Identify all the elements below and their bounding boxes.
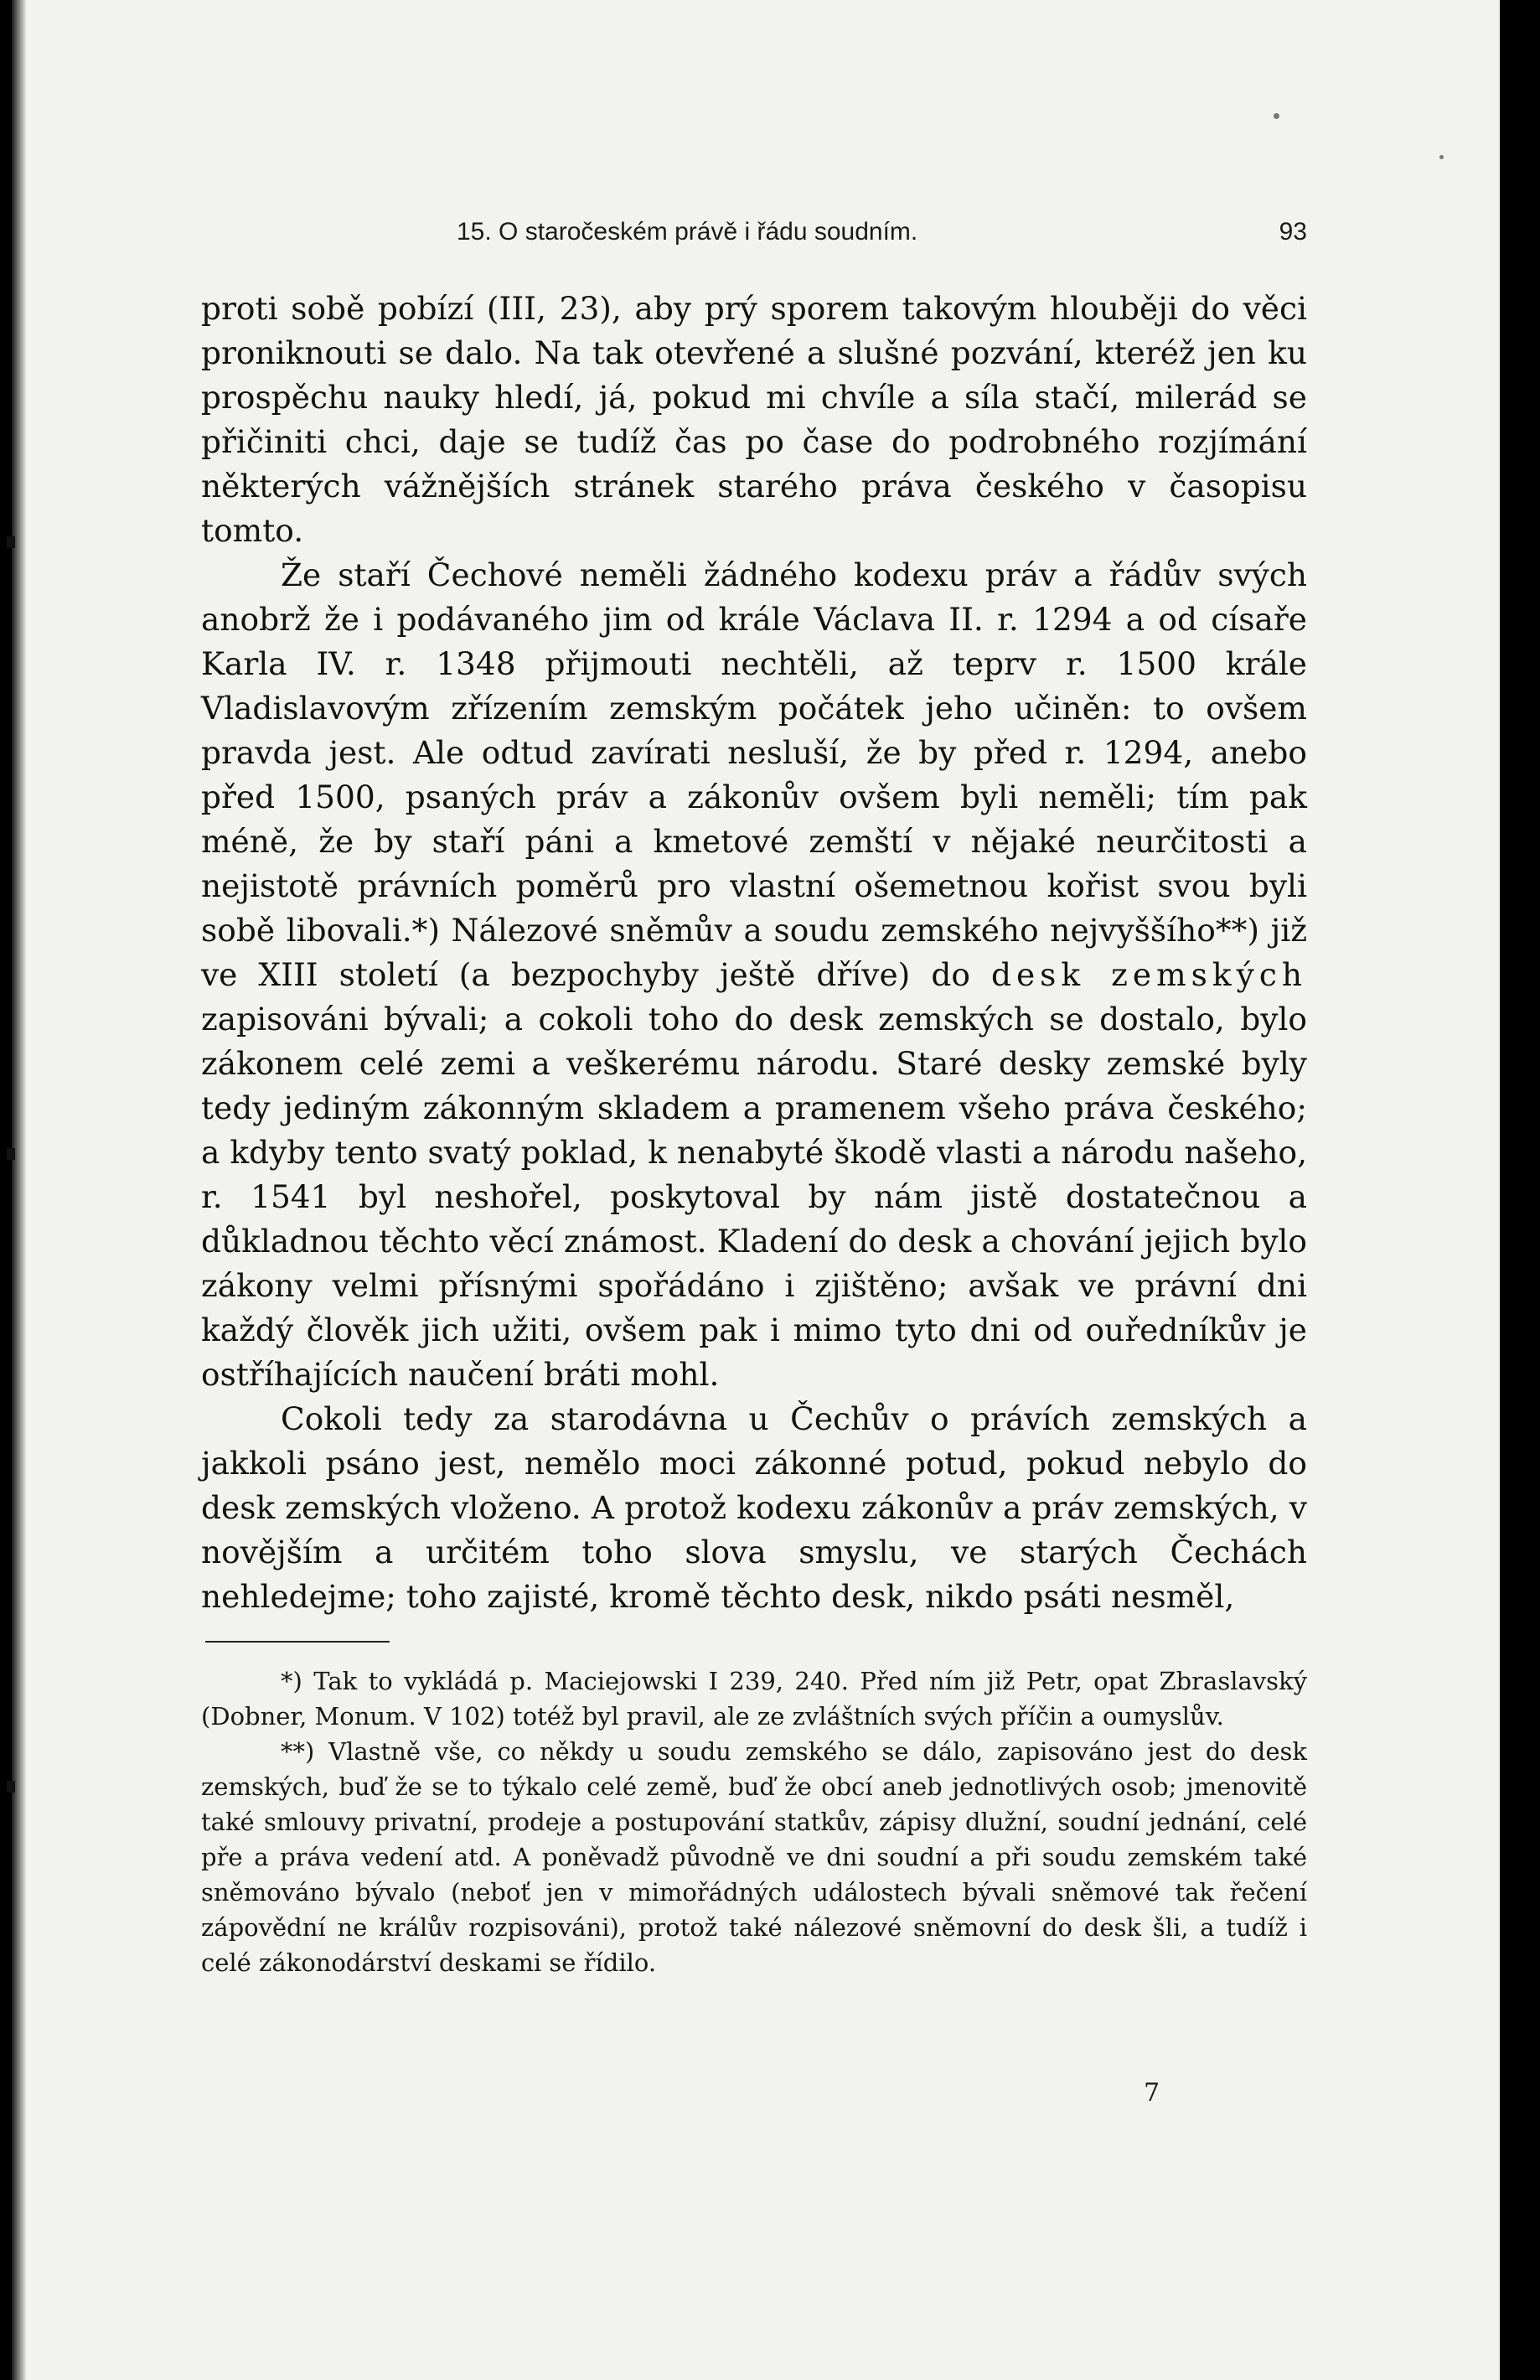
paragraph-text: zapisováni bývali; a cokoli toho do desk zemských se dostalo, bylo zákonem celé zemi a veškerému národu. Staré desky zemské byly tedy jediným zákonným skladem a pramenem všeho práva českého; a kdyby tento svatý poklad, k nenabyté škodě vlasti a národu našeho, r. 1541 byl neshořel, poskytoval by nám jistě dostatečnou a důkladnou těchto věcí známost. Kladení do desk a chování jejich bylo zákony velmi přísnými spořádáno i zjištěno; avšak ve právní dni každý člověk jich užiti, ovšem pak i mimo tyto dni od ouředníkův je ostříhajících naučení bráti mohl.	[201, 1001, 1307, 1393]
binding-mark	[7, 1781, 15, 1793]
paragraph	[201, 553, 1307, 1397]
page-number: 93	[1279, 218, 1307, 246]
speck	[1439, 155, 1444, 159]
page-binding-edge	[12, 0, 27, 2380]
binding-mark	[7, 1148, 15, 1160]
footnote: **) Vlastně vše, co někdy u soudu zemského se dálo, zapisováno jest do desk zemských, buď že se to týkalo celé země, buď že obcí aneb jednotlivých osob; jmenovitě také smlouvy privatní, prodeje a postupování statkův, zápisy dlužní, soudní jednání, celé pře a práva vedení atd. A poněvadž původně ve dni soudní a při soudu zemském také sněmováno bývalo (neboť jen v mimořádných událostech bývali sněmové tak řečení zápovědní ne králův rozpisováni), protož také nálezové sněmovní do desk šli, a tudíž i celé zákonodárství deskami se řídilo.	[201, 1737, 1307, 1977]
signature-mark: 7	[1144, 2078, 1160, 2108]
main-text	[201, 287, 1307, 1619]
footnote-divider	[205, 1641, 390, 1643]
running-head	[201, 218, 1307, 251]
binding-mark	[7, 536, 15, 548]
paragraph-text: Že staří Čechové neměli žádného kodexu práv a řádův svých anobrž že i podávaného jim od krále Václava II. r. 1294 a od císaře Karla IV. r. 1348 přijmouti nechtěli, až teprv r. 1500 krále Vladislavovým zřízením zemským počátek jeho učiněn: to ovšem pravda jest. Ale odtud zavírati nesluší, že by před r. 1294, anebo před 1500, psaných práv a zákonův ovšem byli neměli; tím pak méně, že by staří páni a kmetové zemští v nějaké neurčitosti a nejistotě právních poměrů pro vlastní ošemetnou kořist svou byli sobě libovali.*) Nálezové sněmův a soudu zemského nejvyššího**) již ve XIII století (a bezpochyby ještě dříve) do	[201, 556, 1307, 993]
footnote: *) Tak to vykládá p. Maciejowski I 239, 240. Před ním již Petr, opat Zbraslavský (Dobner, Monum. V 102) totéž byl pravil, ale ze zvláštních svých příčin a oumyslův.	[201, 1667, 1307, 1731]
paragraph: Cokoli tedy za starodávna u Čechův o právích zemských a jakkoli psáno jest, nemělo moci zákonné potud, pokud nebylo do desk zemských vloženo. A protož kodexu zákonův a práv zemských, v novějším a určitém toho slova smyslu, ve starých Čechách nehledejme; toho zajisté, kromě těchto desk, nikdo psáti nesměl,	[201, 1400, 1307, 1615]
footnotes	[201, 1663, 1307, 1980]
running-head-title: 15. O staročeském právě i řádu soudním.	[457, 218, 918, 246]
spaced-term: desk zemských	[990, 956, 1307, 993]
speck	[1274, 113, 1279, 119]
paragraph: proti sobě pobízí (III, 23), aby prý sporem takovým hlouběji do věci proniknouti se dalo. Na tak otevřené a slušné pozvání, kteréž jen ku prospěchu nauky hledí, já, pokud mi chvíle a síla stačí, milerád se přičiniti chci, daje se tudíž čas po čase do podrobného rozjímání některých vážnějších stránek starého práva českého v časopisu tomto.	[201, 290, 1307, 549]
